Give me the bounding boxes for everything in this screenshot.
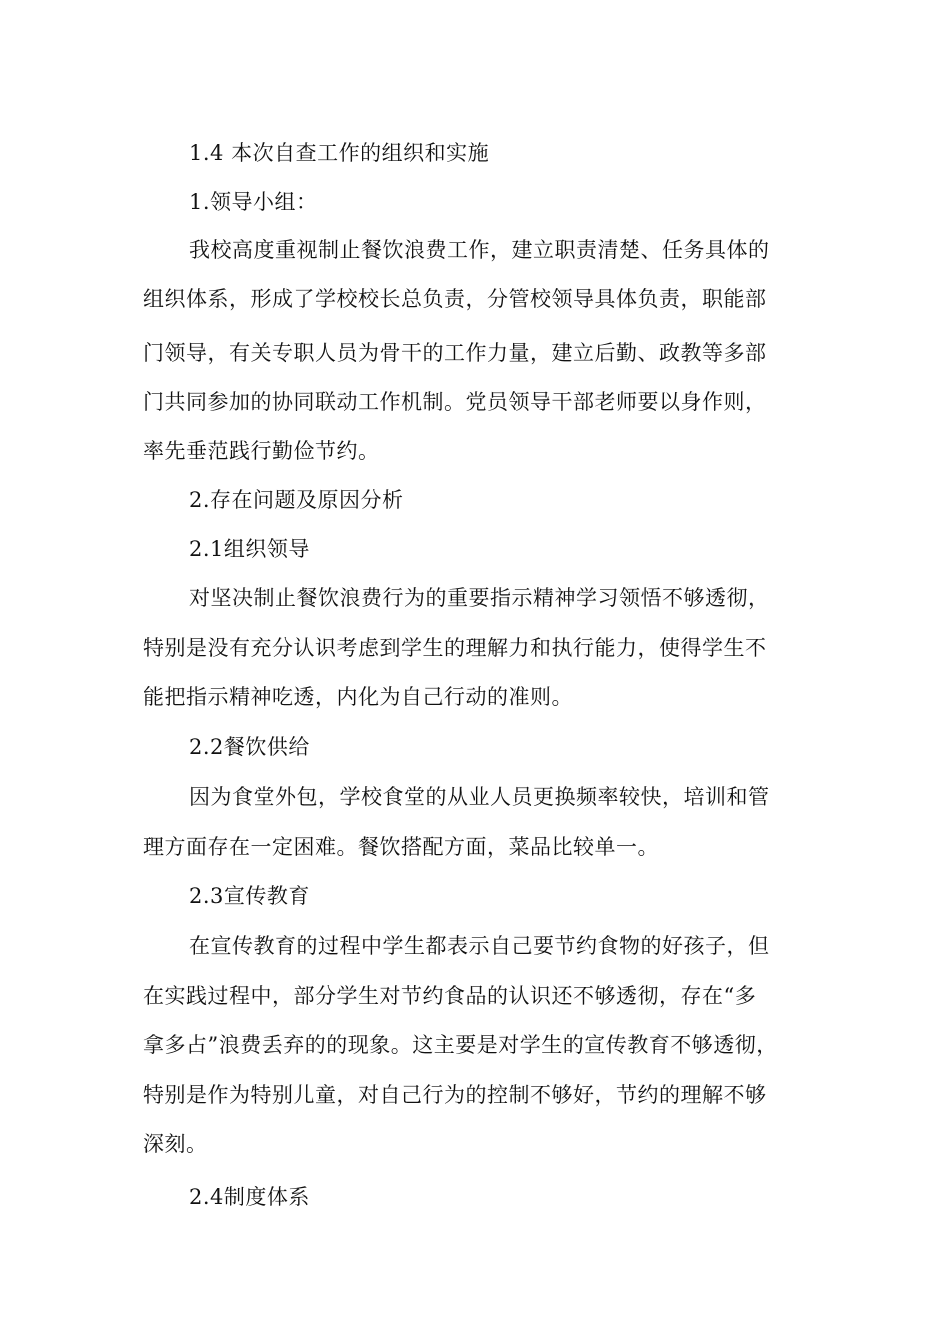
paragraph-line: 在宣传教育的过程中学生都表示自己要节约食物的好孩子，但	[189, 934, 770, 958]
subheading-2-1: 2.1组织领导	[189, 537, 310, 561]
paragraph-line: 门共同参加的协同联动工作机制。党员领导干部老师要以身作则，	[143, 390, 767, 414]
paragraph-line: 能把指示精神吃透，内化为自己行动的准则。	[143, 685, 573, 709]
paragraph-line: 拿多占”浪费丢弃的的现象。这主要是对学生的宣传教育不够透彻，	[143, 1033, 778, 1057]
paragraph-line: 特别是作为特别儿童，对自己行为的控制不够好，节约的理解不够	[143, 1083, 767, 1107]
paragraph-line: 在实践过程中，部分学生对节约食品的认识还不够透彻，存在“多	[143, 984, 757, 1008]
paragraph-line: 特别是没有充分认识考虑到学生的理解力和执行能力，使得学生不	[143, 636, 767, 660]
paragraph-line: 我校高度重视制止餐饮浪费工作，建立职责清楚、任务具体的	[189, 238, 770, 262]
subheading-2-4: 2.4制度体系	[189, 1185, 310, 1209]
subheading-2-3: 2.3宣传教育	[189, 884, 310, 908]
paragraph-line: 率先垂范践行勤俭节约。	[143, 439, 380, 463]
paragraph-line: 组织体系，形成了学校校长总负责，分管校领导具体负责，职能部	[143, 287, 767, 311]
section-heading-2: 2.存在问题及原因分析	[189, 488, 404, 512]
paragraph-line: 门领导，有关专职人员为骨干的工作力量，建立后勤、政教等多部	[143, 341, 767, 365]
paragraph-line: 对坚决制止餐饮浪费行为的重要指示精神学习领悟不够透彻，	[189, 586, 770, 610]
paragraph-line: 深刻。	[143, 1132, 208, 1156]
paragraph-line: 因为食堂外包，学校食堂的从业人员更换频率较快，培训和管	[189, 785, 770, 809]
paragraph-line: 理方面存在一定困难。餐饮搭配方面，菜品比较单一。	[143, 835, 659, 859]
section-heading-1-4: 1.4 本次自查工作的组织和实施	[189, 141, 490, 165]
subheading-2-2: 2.2餐饮供给	[189, 735, 310, 759]
subheading-leadership-group: 1.领导小组：	[189, 190, 318, 214]
